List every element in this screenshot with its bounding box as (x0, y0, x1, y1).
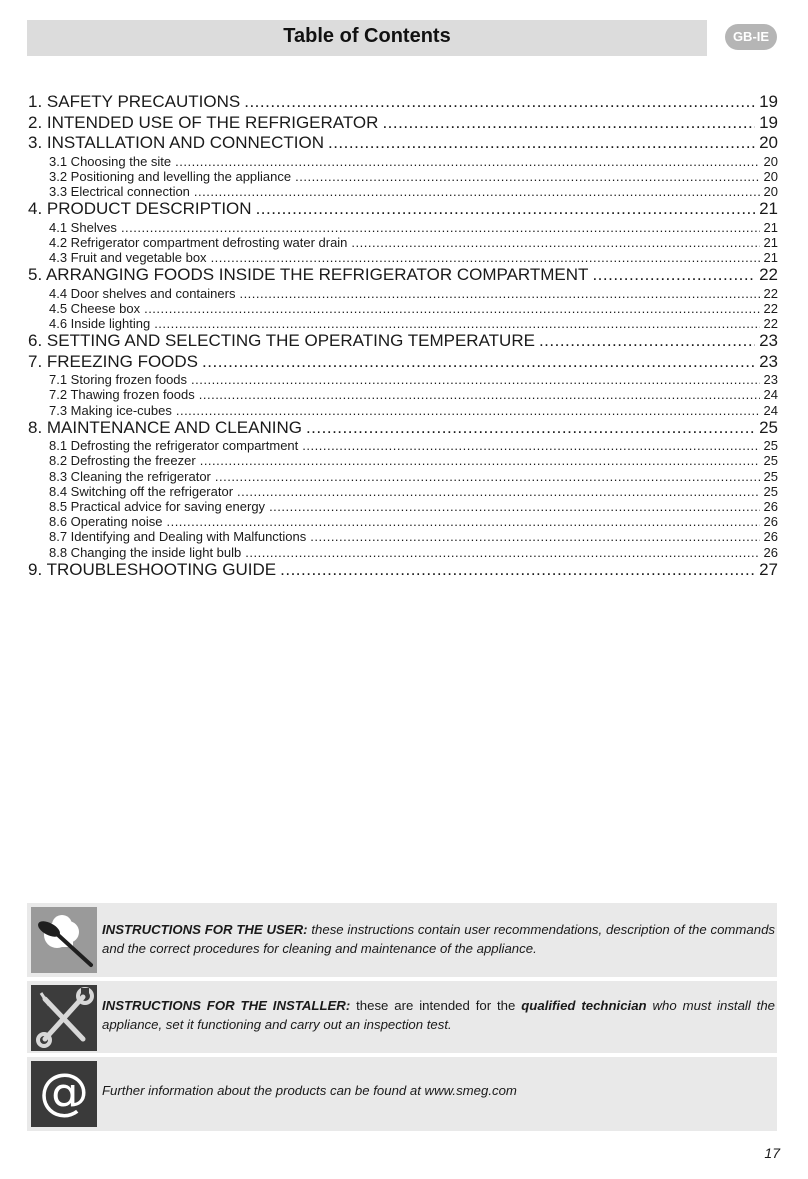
table-of-contents (28, 92, 778, 580)
toc-chapter[interactable] (28, 133, 778, 154)
toc-leader-dots (237, 484, 760, 499)
toc-entry-title: 2. INTENDED USE OF THE REFRIGERATOR (28, 112, 379, 132)
toc-chapter[interactable] (28, 113, 778, 134)
toc-section[interactable] (28, 545, 778, 560)
toc-section[interactable] (28, 372, 778, 387)
info-body-web: Further information about the products can be found at www.smeg.com (102, 1083, 517, 1098)
toc-section[interactable] (28, 453, 778, 468)
toc-leader-dots (328, 133, 755, 154)
toc-entry-page: 23 (759, 351, 778, 371)
toc-entry-title: 3.1 Choosing the site (49, 153, 172, 169)
toc-entry-page: 23 (759, 331, 778, 351)
toc-entry-page: 22 (763, 300, 778, 316)
toc-entry-title: 5. ARRANGING FOODS INSIDE THE REFRIGERATOR COMPARTMENT (28, 265, 589, 285)
toc-chapter[interactable] (28, 265, 778, 286)
toc-leader-dots (202, 352, 755, 373)
toc-entry-title: 8.1 Defrosting the refrigerator compartment (49, 438, 299, 454)
toc-entry-page: 23 (763, 372, 778, 388)
toc-entry-page: 22 (763, 285, 778, 301)
toc-chapter[interactable] (28, 352, 778, 373)
toc-chapter[interactable] (28, 560, 778, 581)
toc-entry-page: 26 (763, 529, 778, 545)
info-body-user: these instructions contain user recommendations, description of the commands and the correct procedures for cleaning and maintenance of the appliance. (102, 922, 775, 956)
toc-entry-title: 8. MAINTENANCE AND CLEANING (28, 417, 302, 437)
page-number: 17 (764, 1145, 780, 1161)
toc-section[interactable] (28, 469, 778, 484)
toc-section[interactable] (28, 438, 778, 453)
toc-entry-page: 19 (759, 112, 778, 132)
toc-leader-dots (280, 560, 755, 581)
toc-section[interactable] (28, 514, 778, 529)
toc-entry-page: 20 (763, 168, 778, 184)
toc-leader-dots (269, 499, 759, 514)
toc-chapter[interactable] (28, 331, 778, 352)
toc-entry-page: 24 (763, 402, 778, 418)
toc-entry-title: 7.2 Thawing frozen foods (49, 387, 195, 403)
toc-entry-title: 4.3 Fruit and vegetable box (49, 249, 207, 265)
toc-entry-page: 25 (763, 468, 778, 484)
toc-entry-title: 6. SETTING AND SELECTING THE OPERATING TEMPERATURE (28, 331, 535, 351)
toc-leader-dots (194, 184, 760, 199)
toc-section[interactable] (28, 220, 778, 235)
toc-entry-page: 25 (759, 417, 778, 437)
toc-entry-page: 26 (763, 499, 778, 514)
toc-section[interactable] (28, 169, 778, 184)
toc-entry-title: 4.2 Refrigerator compartment defrosting water drain (49, 234, 348, 250)
tools-icon (31, 985, 97, 1051)
toc-entry-page: 22 (763, 316, 778, 331)
toc-entry-title: 8.6 Operating noise (49, 514, 163, 530)
toc-leader-dots (144, 301, 759, 316)
toc-entry-page: 19 (759, 92, 778, 111)
toc-entry-page: 20 (763, 153, 778, 169)
toc-entry-page: 25 (763, 483, 778, 499)
toc-leader-dots (295, 169, 759, 184)
toc-leader-dots (245, 545, 759, 560)
toc-entry-page: 26 (763, 514, 778, 530)
toc-entry-title: 7.3 Making ice-cubes (49, 402, 172, 418)
info-box-web (27, 1057, 777, 1131)
toc-leader-dots (310, 529, 759, 544)
info-box-installer (27, 981, 777, 1053)
toc-leader-dots (154, 316, 759, 331)
toc-entry-page: 20 (759, 133, 778, 152)
toc-section[interactable] (28, 286, 778, 301)
page-title: Table of Contents (283, 25, 451, 47)
info-emphasis-installer: qualified technician (521, 998, 647, 1013)
toc-leader-dots (211, 250, 760, 265)
toc-entry-page: 26 (763, 544, 778, 560)
toc-section[interactable] (28, 403, 778, 418)
toc-entry-title: 3. INSTALLATION AND CONNECTION (28, 133, 324, 152)
toc-leader-dots (199, 387, 760, 402)
toc-entry-page: 21 (759, 199, 778, 219)
toc-entry-page: 25 (763, 453, 778, 469)
toc-chapter[interactable] (28, 418, 778, 439)
toc-chapter[interactable] (28, 92, 778, 113)
toc-leader-dots (351, 235, 759, 250)
toc-leader-dots (302, 438, 759, 453)
toc-entry-page: 27 (759, 559, 778, 579)
toc-entry-title: 3.2 Positioning and levelling the appliance (49, 168, 292, 184)
toc-entry-title: 4.1 Shelves (49, 219, 117, 235)
toc-section[interactable] (28, 154, 778, 169)
toc-section[interactable] (28, 529, 778, 544)
toc-section[interactable] (28, 184, 778, 199)
toc-section[interactable] (28, 301, 778, 316)
toc-entry-title: 8.3 Cleaning the refrigerator (49, 468, 211, 484)
toc-leader-dots (176, 403, 760, 418)
toc-entry-title: 4. PRODUCT DESCRIPTION (28, 199, 252, 219)
toc-section[interactable] (28, 499, 778, 514)
toc-entry-title: 3.3 Electrical connection (49, 183, 190, 199)
toc-entry-title: 7.1 Storing frozen foods (49, 372, 188, 388)
toc-section[interactable] (28, 387, 778, 402)
toc-section[interactable] (28, 316, 778, 331)
toc-entry-title: 9. TROUBLESHOOTING GUIDE (28, 559, 277, 579)
info-box-user (27, 903, 777, 977)
info-body-installer-1: these are intended for the (350, 998, 522, 1013)
info-text-installer (102, 996, 775, 1034)
toc-leader-dots (382, 113, 755, 134)
toc-entry-title: 4.6 Inside lighting (49, 316, 151, 331)
toc-entry-page: 21 (763, 219, 778, 235)
toc-leader-dots (175, 154, 759, 169)
toc-leader-dots (215, 469, 760, 484)
toc-entry-title: 8.4 Switching off the refrigerator (49, 483, 234, 499)
toc-entry-page: 20 (763, 183, 778, 199)
toc-entry-title: 4.4 Door shelves and containers (49, 285, 236, 301)
info-text-web (102, 1081, 775, 1100)
toc-entry-title: 4.5 Cheese box (49, 300, 141, 316)
toc-leader-dots (121, 220, 760, 235)
info-heading-installer: INSTRUCTIONS FOR THE INSTALLER: (102, 998, 351, 1013)
toc-leader-dots (191, 372, 760, 387)
chef-spoon-icon (31, 907, 97, 973)
toc-section[interactable] (28, 250, 778, 265)
toc-leader-dots (244, 92, 755, 113)
toc-leader-dots (239, 286, 759, 301)
toc-chapter[interactable] (28, 199, 778, 220)
toc-entry-title: 1. SAFETY PRECAUTIONS (28, 92, 241, 111)
toc-leader-dots (200, 453, 760, 468)
toc-entry-title: 8.8 Changing the inside light bulb (49, 544, 242, 560)
info-text-user (102, 920, 775, 958)
info-body-installer-2: who must install the appliance, set it functioning and carry out an inspection test. (102, 998, 775, 1032)
toc-entry-title: 8.5 Practical advice for saving energy (49, 499, 266, 514)
toc-entry-page: 21 (763, 249, 778, 265)
toc-entry-title: 7. FREEZING FOODS (28, 351, 199, 371)
toc-leader-dots (166, 514, 759, 529)
toc-leader-dots (592, 265, 755, 286)
info-heading-user: INSTRUCTIONS FOR THE USER: (102, 922, 308, 937)
toc-entry-page: 22 (759, 265, 778, 285)
language-badge: GB-IE (725, 24, 777, 50)
toc-entry-page: 24 (763, 387, 778, 403)
toc-section[interactable] (28, 235, 778, 250)
svg-text:@: @ (39, 1063, 89, 1121)
toc-entry-title: 8.2 Defrosting the freezer (49, 453, 196, 469)
at-sign-icon (31, 1061, 97, 1127)
toc-entry-title: 8.7 Identifying and Dealing with Malfunctions (49, 529, 307, 545)
toc-entry-page: 21 (763, 234, 778, 250)
toc-leader-dots (256, 199, 756, 220)
toc-leader-dots (539, 331, 755, 352)
toc-leader-dots (306, 418, 755, 439)
toc-entry-page: 25 (763, 438, 778, 454)
toc-section[interactable] (28, 484, 778, 499)
